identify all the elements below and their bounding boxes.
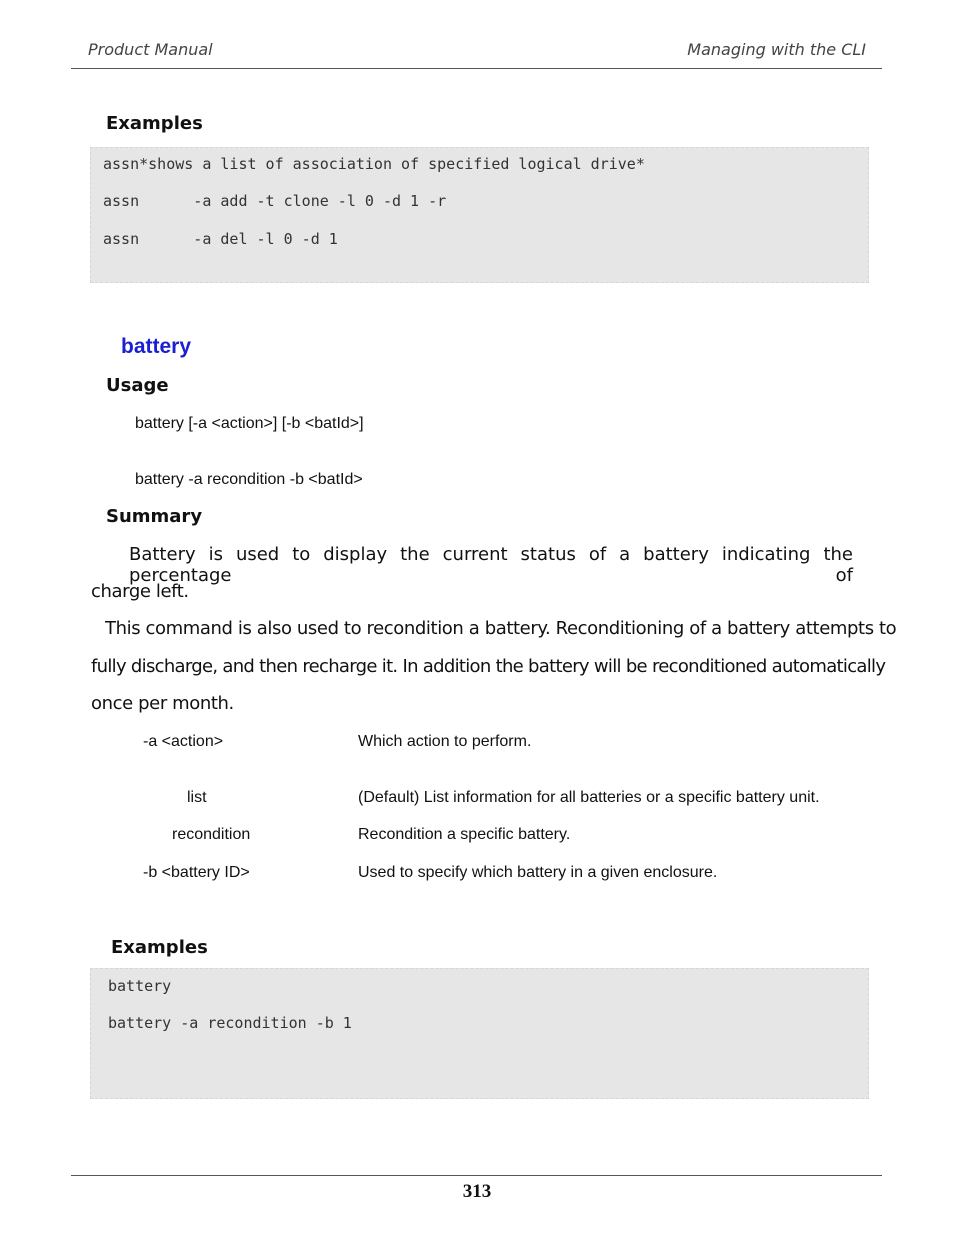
option-desc: (Default) List information for all batteries or a specific battery unit. [358, 789, 820, 806]
usage-heading: Usage [106, 375, 169, 396]
summary-line: This command is also used to recondition a battery. Reconditioning of a battery attempts to [105, 618, 897, 639]
option-name: -b <battery ID> [143, 864, 250, 881]
footer-rule [71, 1175, 882, 1176]
code-block-assn [90, 147, 869, 283]
code-line: assn -a del -l 0 -d 1 [103, 230, 338, 248]
header-rule [71, 68, 882, 69]
code-line: battery [108, 977, 172, 995]
option-name: recondition [172, 826, 251, 843]
code-block-battery [90, 968, 869, 1099]
summary-line: once per month. [91, 693, 234, 714]
option-desc: Recondition a specific battery. [358, 826, 571, 843]
summary-heading: Summary [106, 506, 203, 527]
summary-line: Battery is used to display the current status of a battery indicating the percentage of [129, 544, 853, 586]
summary-line: fully discharge, and then recharge it. In addition the battery will be reconditioned automatically [91, 656, 886, 677]
option-name: -a <action> [143, 733, 224, 750]
code-line: assn*shows a list of association of specified logical drive* [103, 155, 645, 173]
code-line: assn -a add -t clone -l 0 -d 1 -r [103, 192, 447, 210]
header-left: Product Manual [88, 40, 213, 59]
usage-line: battery -a recondition -b <batId> [135, 471, 363, 488]
summary-line: charge left. [91, 581, 189, 602]
page-number: 313 [462, 1181, 492, 1202]
option-desc: Which action to perform. [358, 733, 532, 750]
option-desc: Used to specify which battery in a given enclosure. [358, 864, 718, 881]
header-right: Managing with the CLI [687, 40, 866, 59]
section-title-battery: battery [121, 335, 192, 358]
option-name: list [187, 789, 207, 806]
usage-line: battery [-a <action>] [-b <batId>] [135, 415, 364, 432]
examples-heading-1: Examples [106, 113, 203, 134]
code-line: battery -a recondition -b 1 [108, 1014, 352, 1032]
examples-heading-2: Examples [111, 937, 208, 958]
